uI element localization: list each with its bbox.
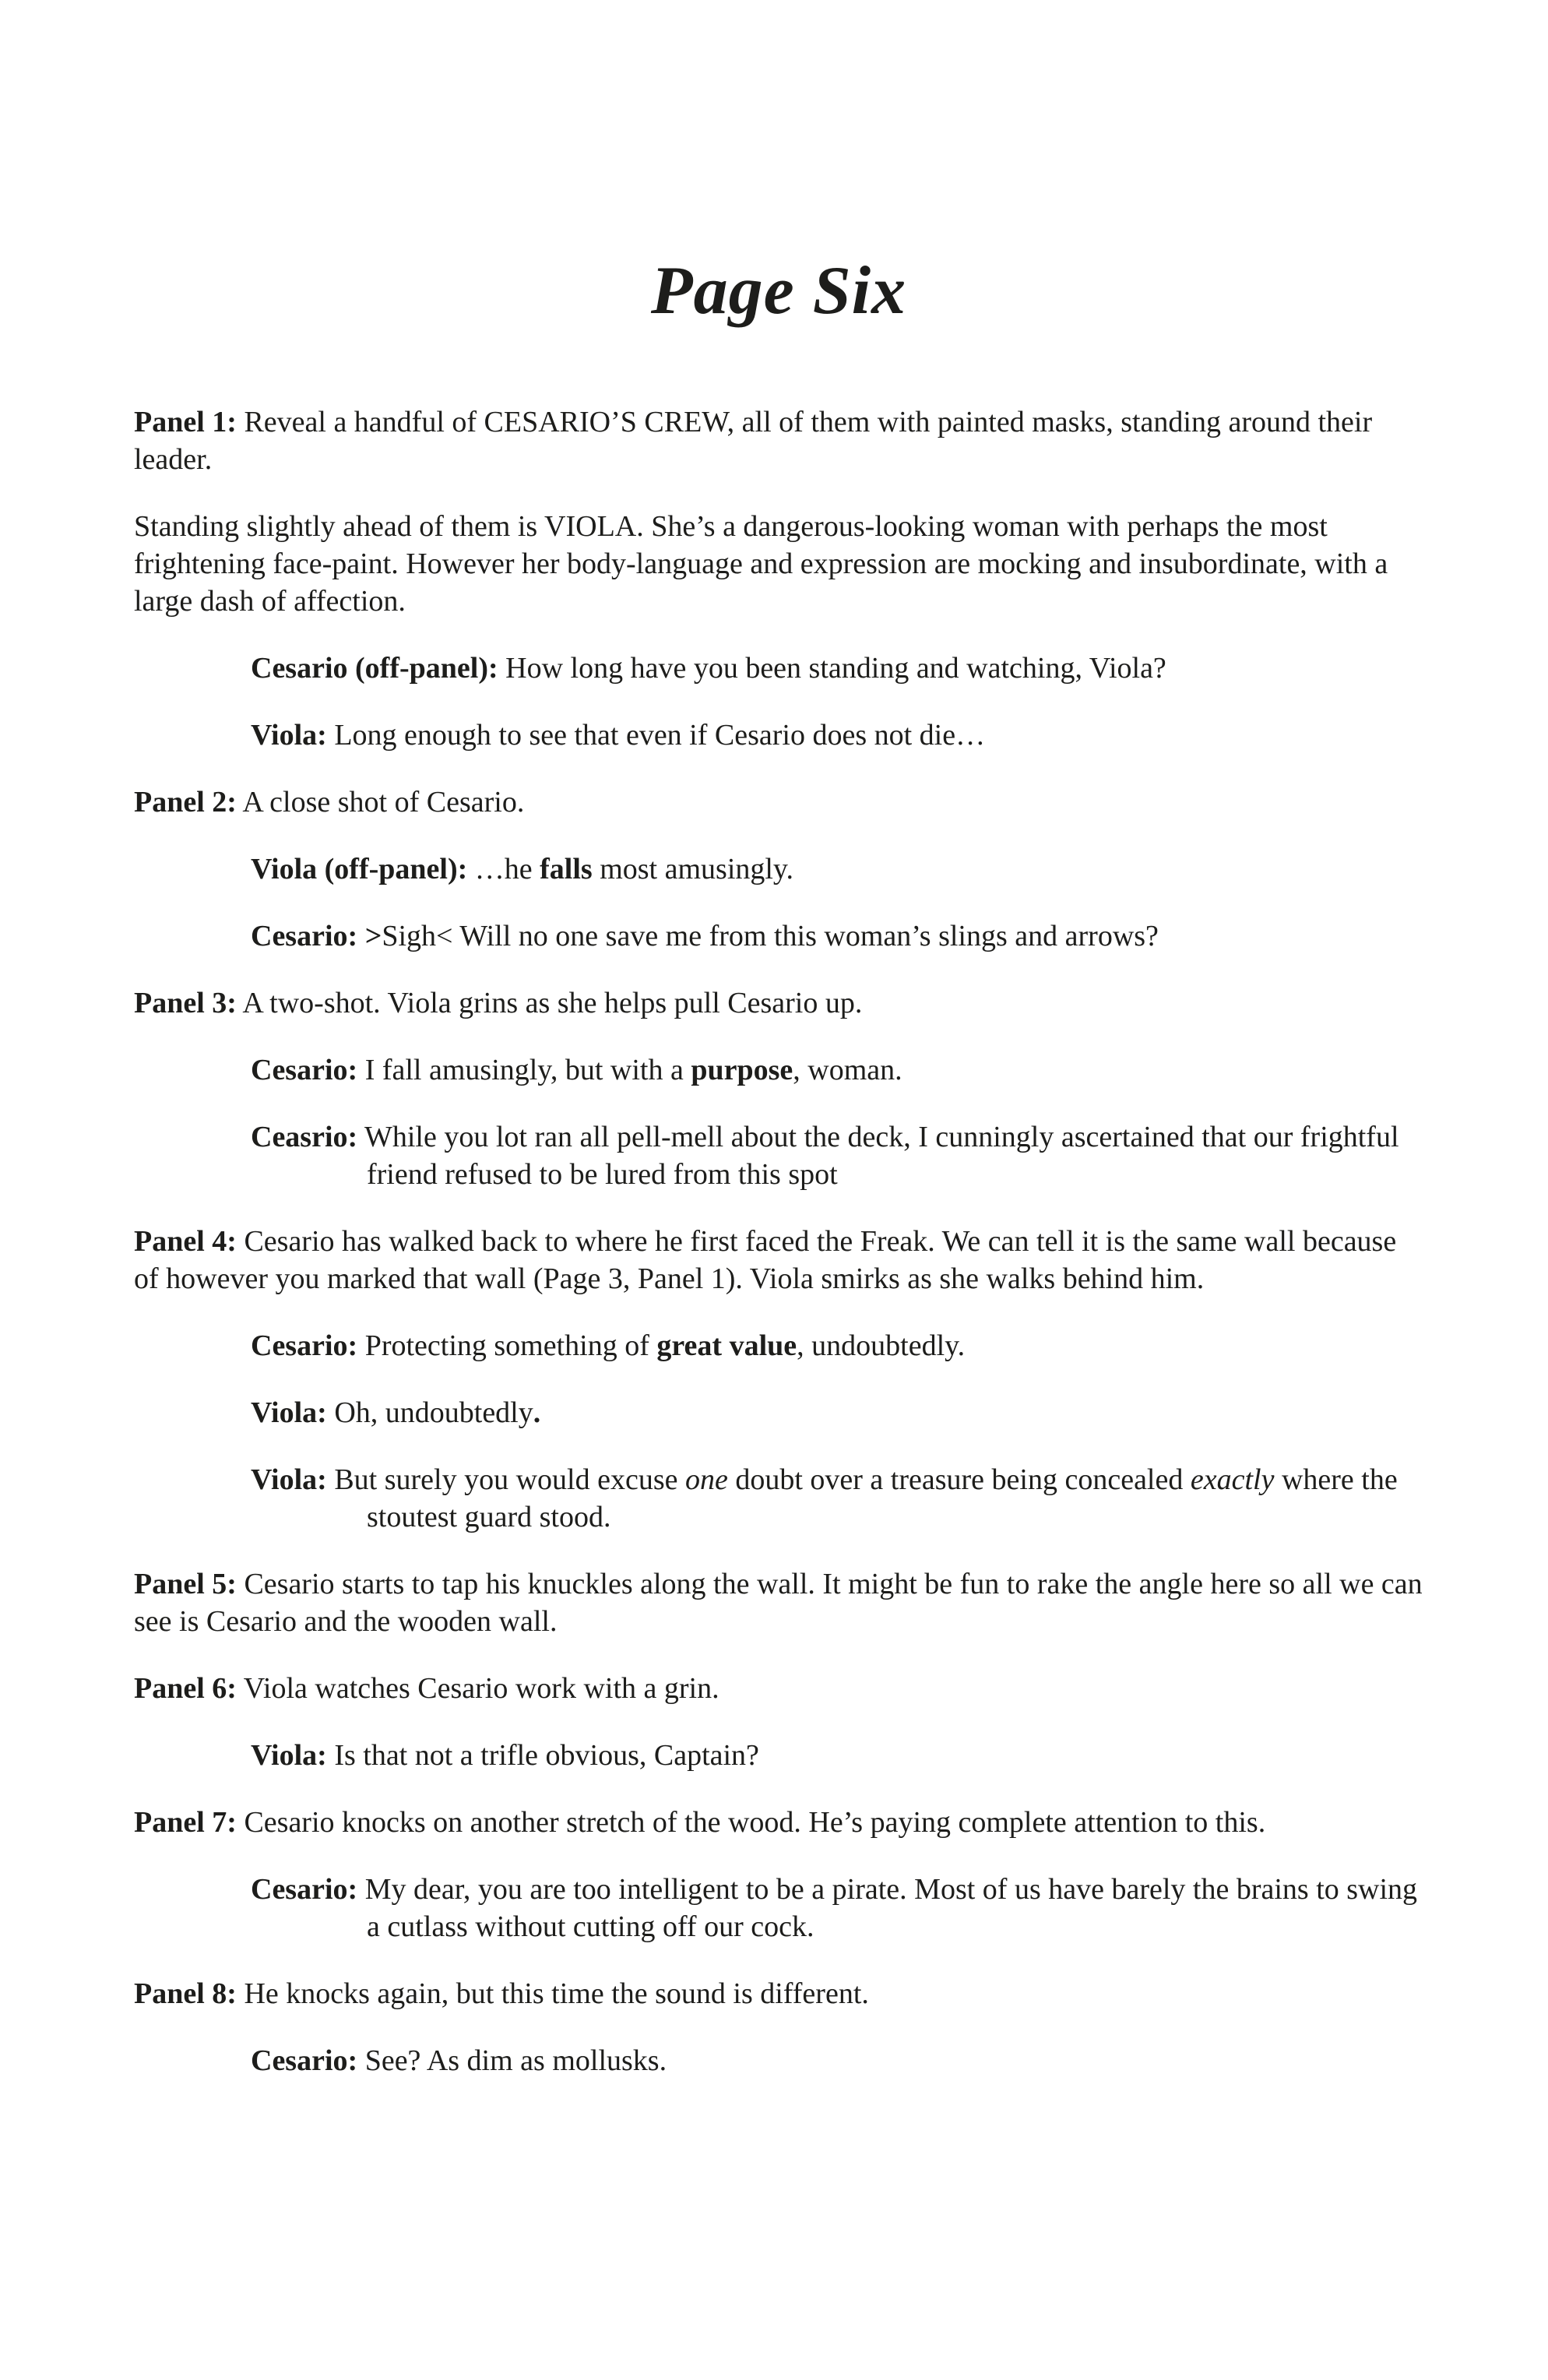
panel-7-description bbox=[134, 1804, 1423, 1841]
italic-emphasis: exactly bbox=[1190, 1463, 1275, 1496]
panel-3-description bbox=[134, 984, 1423, 1022]
speaker-name: Cesario: bbox=[251, 2044, 358, 2077]
dialogue-line bbox=[251, 1051, 1423, 1089]
emphasis-text: falls bbox=[540, 853, 593, 885]
panel-2-description bbox=[134, 783, 1423, 821]
dialogue-line bbox=[251, 1461, 1423, 1536]
dialogue-text: Oh, undoubtedly bbox=[326, 1396, 533, 1429]
dialogue-line bbox=[251, 1737, 1423, 1774]
panel-4-description bbox=[134, 1223, 1423, 1297]
emphasis-text: purpose bbox=[691, 1054, 793, 1086]
dialogue-line bbox=[251, 716, 1423, 754]
dialogue-line bbox=[251, 850, 1423, 888]
panel-text: A two-shot. Viola grins as she helps pull Cesario up. bbox=[236, 987, 863, 1019]
speaker-name: Cesario (off-panel): bbox=[251, 652, 498, 685]
speaker-name: Viola: bbox=[251, 719, 327, 752]
dialogue-text: I fall amusingly, but with a bbox=[357, 1054, 691, 1086]
dialogue-text: Sigh< Will no one save me from this woman’s slings and arrows? bbox=[382, 920, 1159, 952]
dialogue-line bbox=[251, 650, 1423, 687]
dialogue-text: where the stoutest guard stood. bbox=[367, 1463, 1398, 1533]
panel-5-description bbox=[134, 1565, 1423, 1640]
panel-text: Cesario knocks on another stretch of the wood. He’s paying complete attention to this. bbox=[236, 1806, 1266, 1839]
panel-label: Panel 6: bbox=[134, 1672, 237, 1705]
panel-8-description bbox=[134, 1975, 1423, 2012]
speaker-name: Viola: bbox=[251, 1396, 327, 1429]
speaker-name: Ceasrio: bbox=[251, 1121, 358, 1153]
dialogue-text: , woman. bbox=[793, 1054, 902, 1086]
dialogue-text: Protecting something of bbox=[357, 1329, 657, 1362]
speaker-name: Cesario: bbox=[251, 1873, 358, 1906]
speaker-name: Cesario: bbox=[251, 1329, 358, 1362]
speaker-name: Cesario: bbox=[251, 920, 358, 952]
dialogue-text: My dear, you are too intelligent to be a pirate. Most of us have barely the brains to swing a cutlass without cutting off our cock. bbox=[357, 1873, 1418, 1943]
panel-label: Panel 3: bbox=[134, 987, 237, 1019]
panel-label: Panel 1: bbox=[134, 406, 237, 438]
panel-6-description bbox=[134, 1670, 1423, 1707]
dialogue-text: …he bbox=[467, 853, 540, 885]
panel-text: Cesario starts to tap his knuckles along the wall. It might be fun to rake the angle here so all we can see is Cesario and the wooden wall. bbox=[134, 1568, 1423, 1638]
dialogue-line bbox=[251, 917, 1423, 955]
panel-label: Panel 2: bbox=[134, 786, 237, 819]
dialogue-text: doubt over a treasure being concealed bbox=[727, 1463, 1191, 1496]
panel-label: Panel 7: bbox=[134, 1806, 237, 1839]
dialogue-text: But surely you would excuse bbox=[326, 1463, 685, 1496]
script-body bbox=[134, 403, 1423, 2079]
dialogue-text: Is that not a trifle obvious, Captain? bbox=[326, 1739, 759, 1772]
emphasis-text: great value bbox=[656, 1329, 797, 1362]
dialogue-text: Long enough to see that even if Cesario does not die… bbox=[326, 719, 986, 752]
speaker-name: Viola: bbox=[251, 1463, 327, 1496]
panel-label: Panel 5: bbox=[134, 1568, 237, 1600]
page-title: Page Six bbox=[650, 253, 907, 329]
dialogue-line bbox=[251, 1118, 1423, 1193]
dialogue-text bbox=[357, 920, 365, 952]
emphasis-text: > bbox=[364, 920, 382, 952]
panel-label: Panel 4: bbox=[134, 1225, 237, 1258]
speaker-name: Viola: bbox=[251, 1739, 327, 1772]
panel-text: A close shot of Cesario. bbox=[236, 786, 525, 819]
panel-text: He knocks again, but this time the sound is different. bbox=[236, 1977, 869, 2010]
dialogue-line bbox=[251, 1327, 1423, 1364]
dialogue-text: , undoubtedly. bbox=[797, 1329, 966, 1362]
dialogue-text: See? As dim as mollusks. bbox=[357, 2044, 667, 2077]
emphasis-text: . bbox=[533, 1396, 541, 1429]
speaker-name: Cesario: bbox=[251, 1054, 358, 1086]
dialogue-text: While you lot ran all pell-mell about the deck, I cunningly ascertained that our frightful friend refused to be lured from this spot bbox=[357, 1121, 1399, 1191]
panel-1-description bbox=[134, 403, 1423, 478]
speaker-name: Viola (off-panel): bbox=[251, 853, 468, 885]
dialogue-line bbox=[251, 2042, 1423, 2079]
dialogue-text: How long have you been standing and watching, Viola? bbox=[498, 652, 1166, 685]
panel-label: Panel 8: bbox=[134, 1977, 237, 2010]
dialogue-text: most amusingly. bbox=[592, 853, 793, 885]
panel-text: Viola watches Cesario work with a grin. bbox=[236, 1672, 719, 1705]
scene-description: Standing slightly ahead of them is VIOLA. She’s a dangerous-looking woman with perhaps the most frightening face-paint. However her body-language and expression are mocking and insubordinate, with a large dash of affection. bbox=[134, 510, 1388, 618]
panel-text: Reveal a handful of CESARIO’S CREW, all of them with painted masks, standing around their leader. bbox=[134, 406, 1373, 476]
italic-emphasis: one bbox=[684, 1463, 728, 1496]
dialogue-line bbox=[251, 1871, 1423, 1945]
panel-text: Cesario has walked back to where he first faced the Freak. We can tell it is the same wall because of however you marked that wall (Page 3, Panel 1). Viola smirks as she walks behind him. bbox=[134, 1225, 1397, 1295]
dialogue-line bbox=[251, 1394, 1423, 1431]
